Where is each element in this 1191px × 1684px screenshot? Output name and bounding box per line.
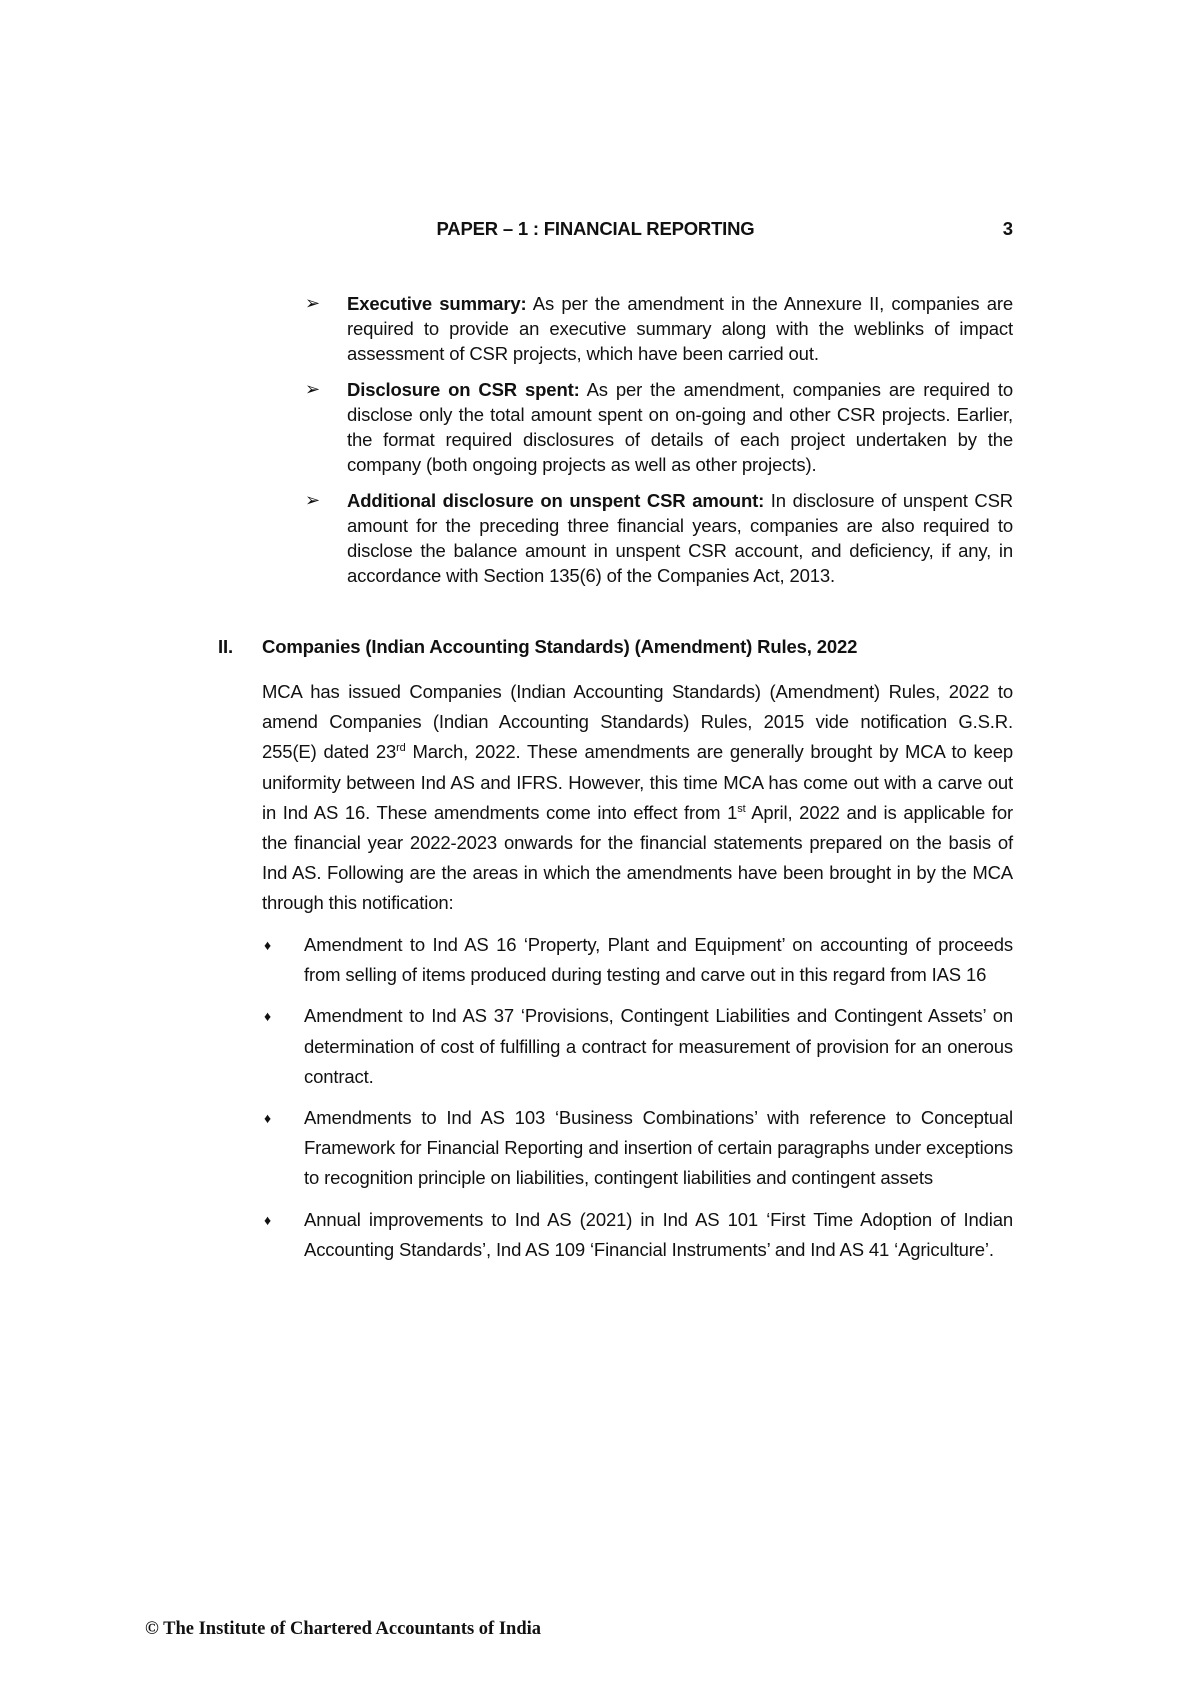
csr-point-unspent-amount — [305, 488, 1013, 588]
intro-superscript-rd: rd — [396, 742, 406, 755]
amendment-item-ind-as-37 — [262, 1001, 1013, 1092]
csr-point-heading: Disclosure on CSR spent: — [347, 379, 580, 400]
csr-point-heading: Executive summary: — [347, 293, 527, 314]
diamond-bullet-icon: ♦ — [264, 1110, 271, 1127]
amendment-text: Amendments to Ind AS 103 ‘Business Combinations’ with reference to Conceptual Framework for Financial Reporting and insertion of certain paragraphs under exceptions to recognition principle on liabilities, contingent liabilities and contingent assets — [304, 1107, 1013, 1189]
page-header — [0, 218, 1191, 246]
amendment-text: Amendment to Ind AS 16 ‘Property, Plant and Equipment’ on accounting of proceeds from selling of items produced during testing and carve out in this regard from IAS 16 — [304, 934, 1013, 986]
csr-point-text: As per the amendment, companies are required to disclose only the total amount spent on on-going and other CSR projects. Earlier, the format required disclosures of details of each project undertaken by the company (both ongoing projects as well as other projects). — [347, 379, 1014, 475]
intro-part-1: MCA has issued Companies (Indian Accounting Standards) (Amendment) Rules, 2022 to amend Companies (Indian Accounting Standards) Rules, 2015 vide notification G.S.R. 255(E) dated 23 — [262, 681, 1013, 763]
csr-point-executive-summary — [305, 291, 1013, 366]
section-title: Companies (Indian Accounting Standards) (Amendment) Rules, 2022 — [262, 636, 858, 657]
page-footer: © The Institute of Chartered Accountants of India — [145, 1619, 542, 1639]
csr-point-heading: Additional disclosure on unspent CSR amount: — [347, 490, 765, 511]
arrow-bullet-icon: ➢ — [305, 293, 320, 313]
amendment-text: Amendment to Ind AS 37 ‘Provisions, Contingent Liabilities and Contingent Assets’ on determination of cost of fulfilling a contract for measurement of provision for an onerous contract. — [304, 1005, 1013, 1087]
header-title: PAPER – 1 : FINANCIAL REPORTING — [436, 218, 755, 239]
csr-point-text: In disclosure of unspent CSR amount for the preceding three financial years, companies are also required to disclose the balance amount in unspent CSR account, and deficiency, if any, in accordance with Section 135(6) of the Companies Act, 2013. — [347, 490, 1013, 586]
amendment-item-annual-improvements — [262, 1205, 1013, 1265]
diamond-bullet-icon: ♦ — [264, 1211, 271, 1228]
amendments-list — [262, 930, 1013, 1276]
diamond-bullet-icon: ♦ — [264, 1008, 271, 1025]
arrow-bullet-icon: ➢ — [305, 379, 320, 399]
amendment-text: Annual improvements to Ind AS (2021) in Ind AS 101 ‘First Time Adoption of Indian Accounting Standards’, Ind AS 109 ‘Financial Instruments’ and Ind AS 41 ‘Agriculture’. — [304, 1208, 1013, 1260]
page-number: 3 — [1002, 218, 1013, 239]
arrow-bullet-icon: ➢ — [305, 490, 320, 510]
amendment-item-ind-as-16 — [262, 930, 1013, 990]
csr-point-text: As per the amendment in the Annexure II, companies are required to provide an executive summary along with the weblinks of impact assessment of CSR projects, which have been carried out. — [347, 293, 1013, 364]
section-number: II. — [218, 636, 233, 657]
intro-superscript-st: st — [737, 802, 746, 815]
intro-part-3: April, 2022 and is applicable for the financial year 2022-2023 onwards for the financial statements prepared on the basis of Ind AS. Following are the areas in which the amendments have been brought in by the MCA through this notification: — [262, 801, 1013, 914]
csr-point-disclosure-spent — [305, 377, 1013, 477]
diamond-bullet-icon: ♦ — [264, 937, 271, 953]
intro-part-2: March, 2022. These amendments are generally brought by MCA to keep uniformity between Ind AS and IFRS. However, this time MCA has come out with a carve out in Ind AS 16. These amendments come into effect from 1 — [262, 741, 1013, 823]
section-intro-paragraph — [262, 677, 1013, 919]
csr-points-list — [305, 291, 1013, 599]
amendment-item-ind-as-103 — [262, 1103, 1013, 1194]
